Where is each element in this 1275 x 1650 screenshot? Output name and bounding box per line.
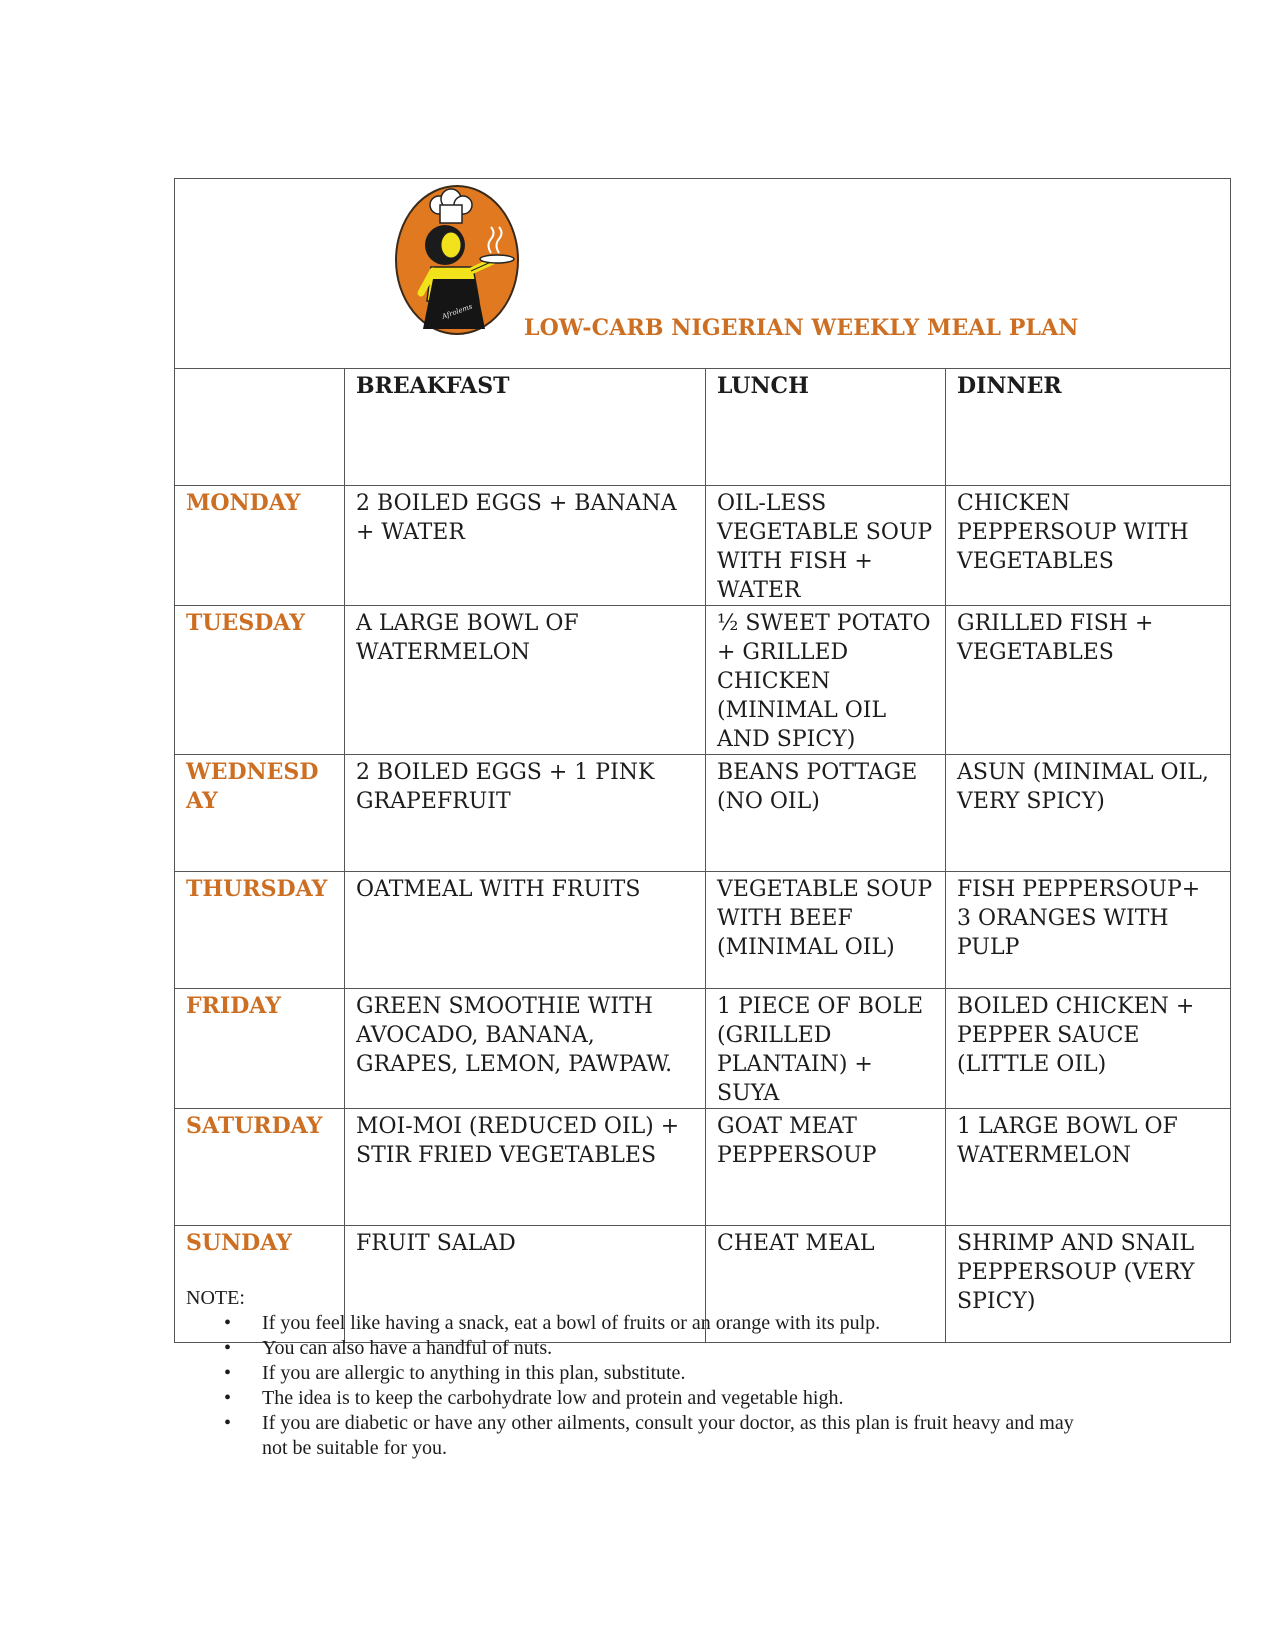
dinner-cell: 1 LARGE BOWL OF WATERMELON <box>946 1109 1231 1226</box>
bullet-icon: • <box>224 1312 232 1334</box>
note-text: The idea is to keep the carbohydrate low and protein and vegetable high. <box>262 1387 844 1409</box>
note-item <box>186 1311 1086 1336</box>
lunch-cell: ½ SWEET POTATO + GRILLED CHICKEN (MINIMAL OIL AND SPICY) <box>706 606 946 755</box>
header-cell <box>175 179 1231 369</box>
bullet-icon: • <box>224 1337 232 1359</box>
lunch-cell: VEGETABLE SOUP WITH BEEF (MINIMAL OIL) <box>706 872 946 989</box>
meal-plan-table <box>174 178 1231 1343</box>
dinner-cell: ASUN (MINIMAL OIL, VERY SPICY) <box>946 755 1231 872</box>
note-item <box>186 1386 1086 1411</box>
day-row-thursday <box>175 872 1231 989</box>
day-name: TUESDAY <box>175 606 345 755</box>
chef-logo-icon <box>393 183 521 337</box>
day-name: THURSDAY <box>175 872 345 989</box>
day-name: FRIDAY <box>175 989 345 1109</box>
plate <box>480 255 514 263</box>
logo-signature: Afrolems <box>440 302 474 321</box>
bullet-icon: • <box>224 1387 232 1409</box>
note-text: You can also have a handful of nuts. <box>262 1337 553 1359</box>
note-text: If you are diabetic or have any other ailments, consult your doctor, as this plan is fruit heavy and may not be suitable for you. <box>262 1412 1074 1459</box>
breakfast-cell: 2 BOILED EGGS + 1 PINK GRAPEFRUIT <box>345 755 706 872</box>
breakfast-cell: GREEN SMOOTHIE WITH AVOCADO, BANANA, GRAPES, LEMON, PAWPAW. <box>345 989 706 1109</box>
breakfast-cell: 2 BOILED EGGS + BANANA + WATER <box>345 486 706 606</box>
dinner-cell: GRILLED FISH + VEGETABLES <box>946 606 1231 755</box>
dinner-cell: BOILED CHICKEN + PEPPER SAUCE (LITTLE OIL) <box>946 989 1231 1109</box>
day-name: SUNDAY <box>175 1226 345 1343</box>
dinner-cell: FISH PEPPERSOUP+ 3 ORANGES WITH PULP <box>946 872 1231 989</box>
breakfast-cell: OATMEAL WITH FRUITS <box>345 872 706 989</box>
note-item <box>186 1411 1086 1461</box>
lunch-cell: CHEAT MEAL <box>706 1226 946 1343</box>
note-text: If you are allergic to anything in this plan, substitute. <box>262 1362 686 1384</box>
bullet-icon: • <box>224 1412 232 1434</box>
notes-section <box>186 1286 1086 1461</box>
breakfast-cell: FRUIT SALAD <box>345 1226 706 1343</box>
note-text: If you feel like having a snack, eat a bowl of fruits or an orange with its pulp. <box>262 1312 881 1334</box>
note-item <box>186 1361 1086 1386</box>
day-row-saturday <box>175 1109 1231 1226</box>
bullet-icon: • <box>224 1362 232 1384</box>
day-name: MONDAY <box>175 486 345 606</box>
page-title: LOW-CARB NIGERIAN WEEKLY MEAL PLAN <box>524 315 1079 341</box>
lunch-cell: GOAT MEAT PEPPERSOUP <box>706 1109 946 1226</box>
day-row-tuesday <box>175 606 1231 755</box>
notes-list <box>186 1311 1086 1461</box>
day-row-friday <box>175 989 1231 1109</box>
notes-label: NOTE: <box>186 1287 245 1309</box>
lunch-cell: BEANS POTTAGE (NO OIL) <box>706 755 946 872</box>
lunch-cell: 1 PIECE OF BOLE (GRILLED PLANTAIN) + SUYA <box>706 989 946 1109</box>
day-row-monday <box>175 486 1231 606</box>
note-item <box>186 1336 1086 1361</box>
column-header-lunch: LUNCH <box>706 369 946 486</box>
dinner-cell: CHICKEN PEPPERSOUP WITH VEGETABLES <box>946 486 1231 606</box>
column-header-breakfast: BREAKFAST <box>345 369 706 486</box>
day-row-wednesday <box>175 755 1231 872</box>
column-header-day <box>175 369 345 486</box>
breakfast-cell: A LARGE BOWL OF WATERMELON <box>345 606 706 755</box>
dinner-cell: SHRIMP AND SNAIL PEPPERSOUP (VERY SPICY) <box>946 1226 1231 1343</box>
chef-face <box>441 232 461 258</box>
column-header-row <box>175 369 1231 486</box>
lunch-cell: OIL-LESS VEGETABLE SOUP WITH FISH + WATER <box>706 486 946 606</box>
column-header-dinner: DINNER <box>946 369 1231 486</box>
day-name: SATURDAY <box>175 1109 345 1226</box>
day-name: WEDNESDAY <box>175 755 345 872</box>
breakfast-cell: MOI-MOI (REDUCED OIL) + STIR FRIED VEGETABLES <box>345 1109 706 1226</box>
chef-apron <box>423 279 485 329</box>
